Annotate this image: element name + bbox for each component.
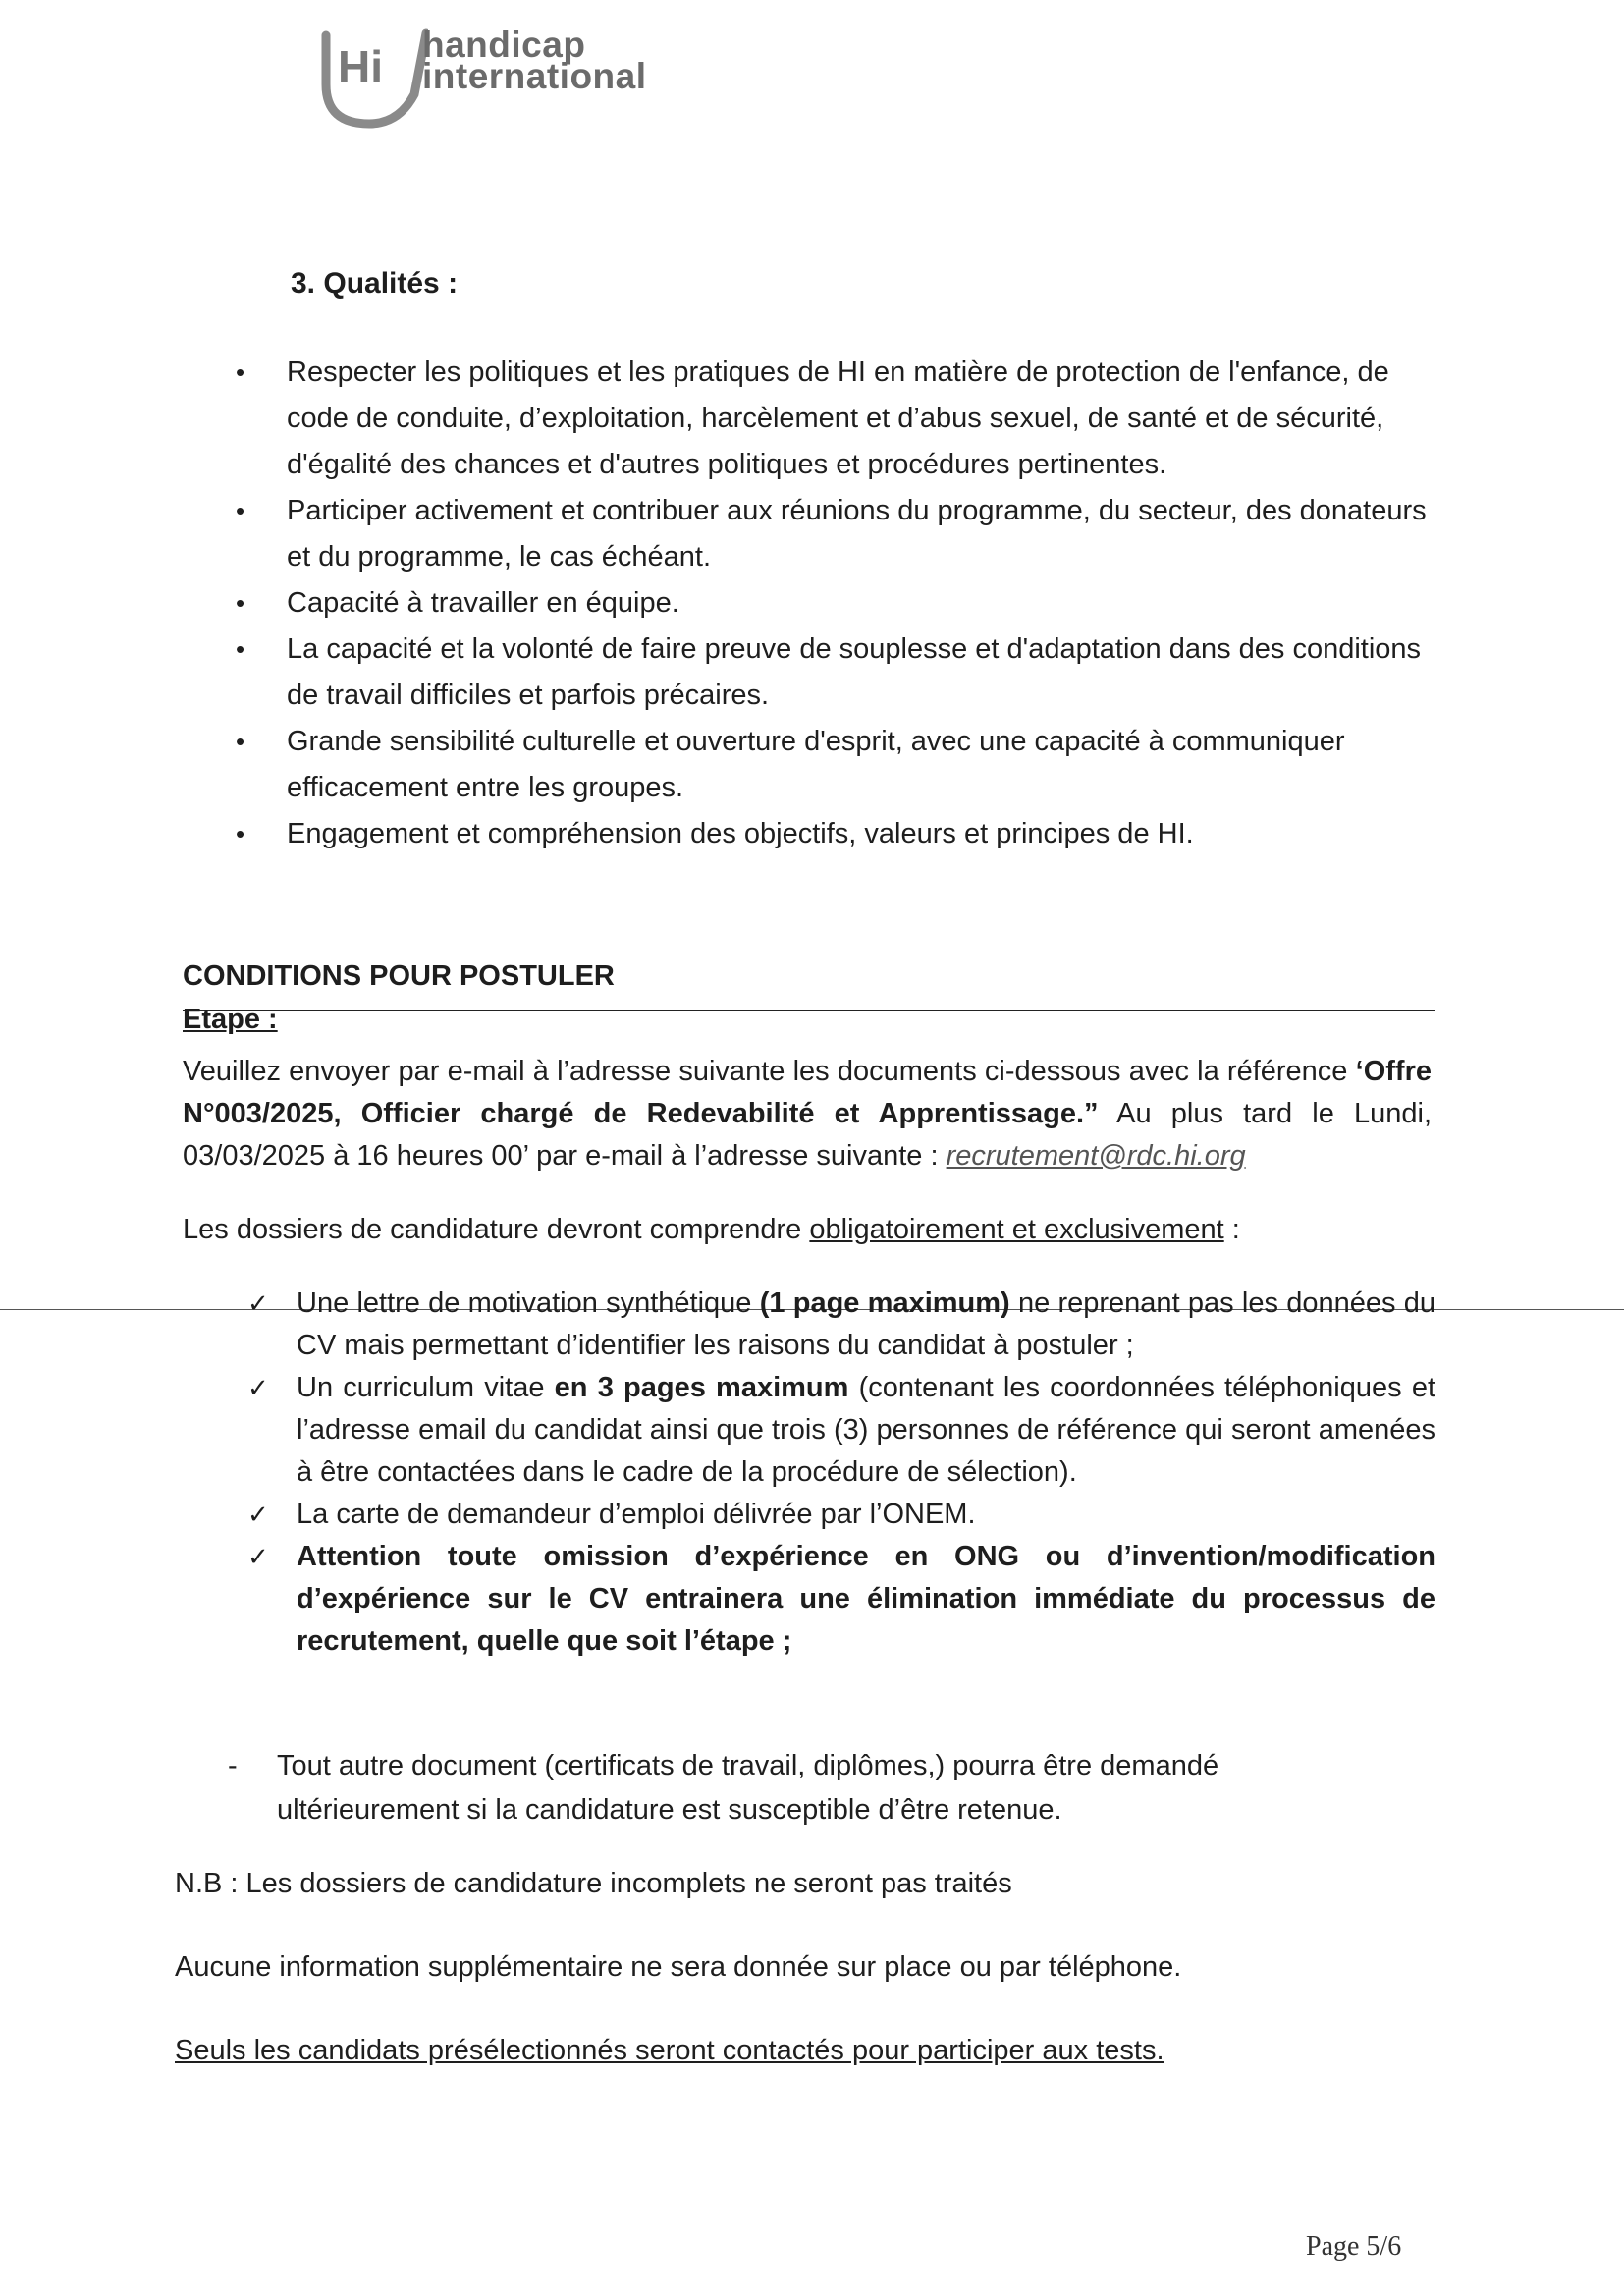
deadline-text: Au plus tard le Lundi, 03/03/2025 à 16 heures 00’ par e-mail à l’adresse suivante : bbox=[183, 1098, 1433, 1172]
required-document-item bbox=[247, 1494, 1435, 1536]
application-instructions bbox=[183, 1051, 1432, 1177]
qualite-item bbox=[236, 580, 1434, 627]
bullet-icon: • bbox=[236, 588, 245, 618]
dossiers-underlined: obligatoirement et exclusivement bbox=[809, 1214, 1224, 1245]
conditions-title: CONDITIONS POUR POSTULER bbox=[183, 960, 615, 992]
bullet-icon: • bbox=[236, 819, 245, 848]
required-document-item bbox=[247, 1367, 1435, 1494]
page-number: Page 5/6 bbox=[1306, 2231, 1402, 2262]
document-text-pre: Un curriculum vitae bbox=[297, 1372, 555, 1403]
intro-text: Veuillez envoyer par e-mail à l’adresse suivante les documents ci-dessous avec la référence bbox=[183, 1056, 1348, 1087]
title-rule bbox=[183, 1010, 1435, 1011]
other-doc-text: Tout autre document (certificats de travail, diplômes,) pourra être demandé ultérieurement si la candidature est susceptible d’être retenue. bbox=[277, 1750, 1219, 1826]
section-heading-qualites: 3. Qualités : bbox=[291, 267, 459, 300]
logo-line-1: handicap bbox=[422, 25, 586, 65]
qualite-text: La capacité et la volonté de faire preuve de souplesse et d'adaptation dans des conditions de travail difficiles et parfois précaires. bbox=[287, 633, 1422, 711]
svg-text:Hi: Hi bbox=[338, 41, 383, 92]
bullet-icon: • bbox=[236, 496, 245, 525]
qualite-item bbox=[236, 350, 1434, 488]
qualite-item bbox=[236, 811, 1434, 857]
document-text-bold: Attention toute omission d’expérience en ONG ou d’invention/modification d’expérience sur le CV entrainera une élimination immédiate du processus de recrutement, quelle que soit l’étape ; bbox=[297, 1541, 1435, 1657]
qualite-text: Participer activement et contribuer aux réunions du programme, du secteur, des donateurs et du programme, le cas échéant. bbox=[287, 495, 1427, 573]
nb-note: N.B : Les dossiers de candidature incomplets ne seront pas traités bbox=[175, 1868, 1012, 1899]
required-document-item bbox=[247, 1283, 1435, 1367]
etape-label: Etape : bbox=[183, 1004, 278, 1035]
qualite-text: Capacité à travailler en équipe. bbox=[287, 587, 679, 619]
dash-item bbox=[228, 1744, 1308, 1832]
checkmark-icon: ✓ bbox=[247, 1288, 269, 1318]
checkmark-icon: ✓ bbox=[247, 1542, 269, 1571]
dossiers-suffix: : bbox=[1223, 1214, 1240, 1245]
bullet-icon: • bbox=[236, 357, 245, 387]
logo-wordmark bbox=[422, 25, 647, 96]
offer-reference: ‘Offre N°003/2025, Officier chargé de Redevabilité et Apprentissage.” bbox=[183, 1056, 1432, 1129]
checkmark-icon: ✓ bbox=[247, 1500, 269, 1529]
qualite-item bbox=[236, 719, 1434, 811]
dash-marker: - bbox=[228, 1750, 238, 1781]
qualites-list bbox=[236, 350, 1434, 857]
required-documents-list bbox=[247, 1283, 1435, 1663]
bullet-icon: • bbox=[236, 727, 245, 756]
bullet-icon: • bbox=[236, 634, 245, 664]
qualite-text: Grande sensibilité culturelle et ouverture d'esprit, avec une capacité à communiquer efficacement entre les groupes. bbox=[287, 726, 1345, 803]
shortlist-note: Seuls les candidats présélectionnés seront contactés pour participer aux tests. bbox=[175, 2035, 1164, 2066]
qualite-item bbox=[236, 488, 1434, 580]
hi-hand-logo-icon bbox=[320, 26, 428, 134]
logo-line-2: international bbox=[422, 56, 647, 96]
qualite-item bbox=[236, 627, 1434, 719]
document-text-post: (contenant les coordonnées téléphoniques et l’adresse email du candidat ainsi que trois (3) personnes de référence qui seront amenées à être contactées dans le cadre de la procédure de sélection). bbox=[297, 1372, 1436, 1488]
document-text-post: ne reprenant pas les données du CV mais permettant d’identifier les raisons du candidat à postuler ; bbox=[297, 1287, 1435, 1361]
required-document-item bbox=[247, 1536, 1435, 1663]
other-documents bbox=[228, 1744, 1308, 1832]
document-text-bold: (1 page maximum) bbox=[759, 1287, 1010, 1319]
recruitment-email-link[interactable]: recrutement@rdc.hi.org bbox=[946, 1140, 1246, 1172]
document-text-pre: La carte de demandeur d’emploi délivrée par l’ONEM. bbox=[297, 1499, 976, 1530]
qualite-text: Engagement et compréhension des objectifs, valeurs et principes de HI. bbox=[287, 818, 1194, 849]
dossiers-prefix: Les dossiers de candidature devront comprendre bbox=[183, 1214, 810, 1245]
dossiers-requirements bbox=[183, 1214, 1240, 1246]
qualite-text: Respecter les politiques et les pratiques de HI en matière de protection de l'enfance, de code de conduite, d’exploitation, harcèlement et d’abus sexuel, de santé et de sécurité, d'égalité des chances et d'autres politiques et procédures pertinentes. bbox=[287, 356, 1389, 480]
document-text-bold: en 3 pages maximum bbox=[554, 1372, 849, 1403]
document-text-pre: Une lettre de motivation synthétique bbox=[297, 1287, 760, 1319]
checkmark-icon: ✓ bbox=[247, 1373, 269, 1402]
no-info-note: Aucune information supplémentaire ne sera donnée sur place ou par téléphone. bbox=[175, 1951, 1182, 1983]
